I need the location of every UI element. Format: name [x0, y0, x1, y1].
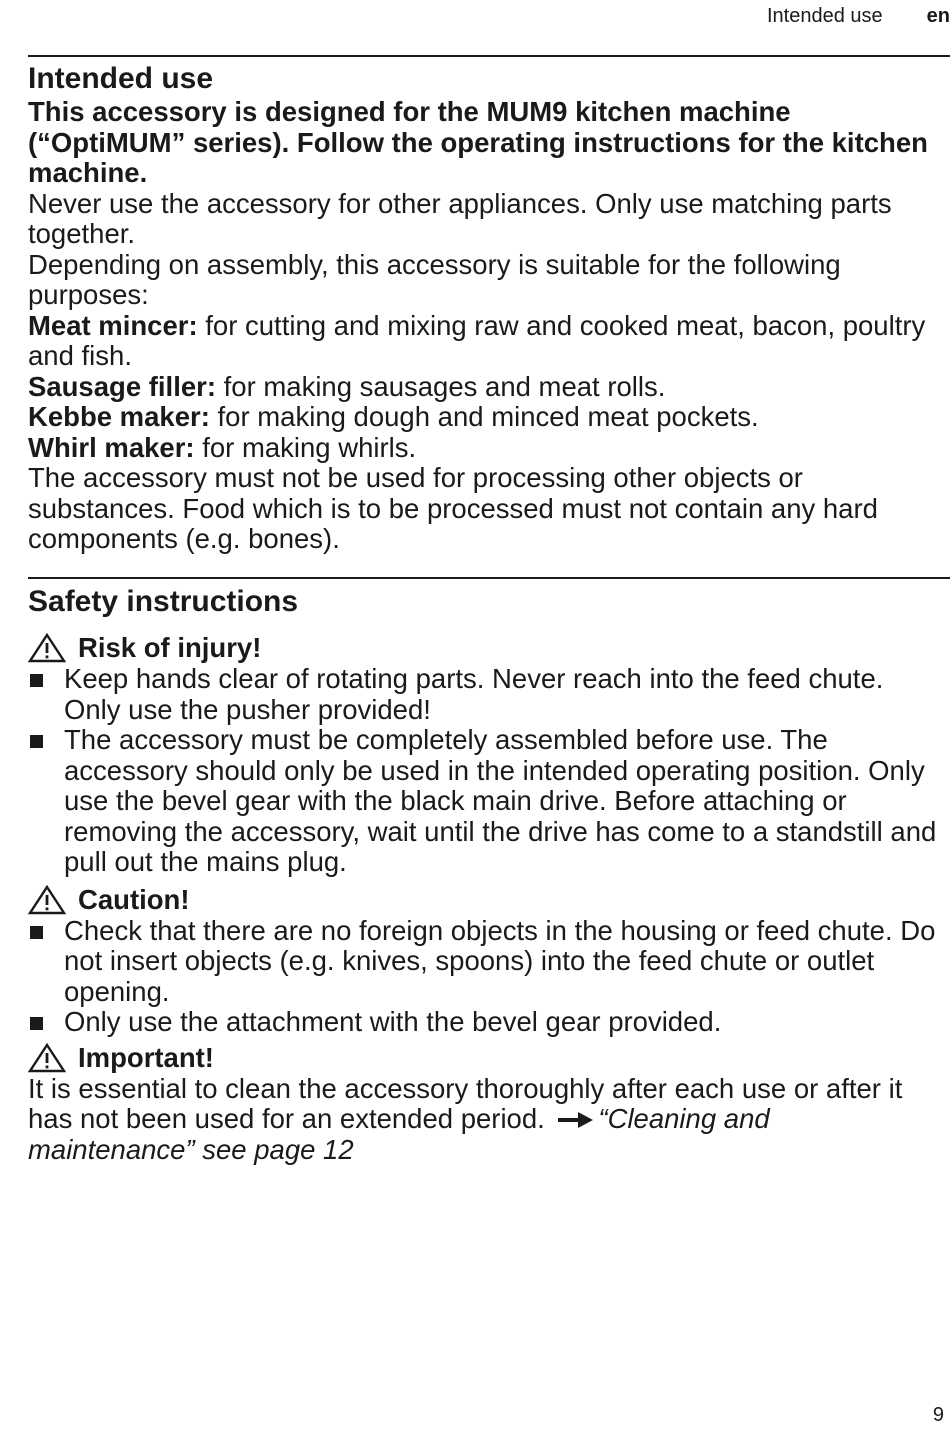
use-description: for making sausages and meat rolls.: [216, 370, 666, 402]
header-language: en: [926, 5, 950, 27]
safety-section: [28, 584, 943, 1165]
use-term: Sausage filler:: [28, 370, 216, 402]
list-item: [28, 664, 943, 725]
list-item-text: The accessory must be completely assembled before use. The accessory should only be used in the intended operating position. Only use the bevel gear with the black main drive. Before attaching or removing the accessory, wait until the drive has come to a standstill and pull out the mains plug.: [64, 724, 937, 877]
use-meat-mincer: [28, 311, 943, 372]
use-term: Whirl maker:: [28, 431, 195, 463]
header-divider: [28, 55, 950, 57]
list-item: [28, 1007, 943, 1038]
use-kebbe-maker: [28, 402, 943, 433]
use-description: for making whirls.: [194, 431, 417, 463]
list-item-text: Keep hands clear of rotating parts. Never reach into the feed chute. Only use the pusher provided!: [64, 663, 884, 725]
important-heading: [28, 1042, 943, 1074]
list-item: [28, 725, 943, 878]
running-header: [767, 4, 950, 28]
section-divider: [28, 577, 950, 579]
cross-reference-link[interactable]: “Cleaning and maintenance” see page 12: [28, 1103, 770, 1165]
important-text: It is essential to clean the accessory thoroughly after each use or after it has not been used for an extended period.: [28, 1072, 903, 1134]
intended-use-section: [28, 61, 943, 555]
intended-use-paragraph-2: Depending on assembly, this accessory is suitable for the following purposes:: [28, 248, 841, 310]
intended-use-title: Intended use: [28, 62, 214, 95]
risk-list: [28, 664, 943, 878]
caution-heading: [28, 884, 943, 916]
safety-title: Safety instructions: [28, 585, 299, 618]
warning-triangle-icon: [28, 885, 66, 915]
use-whirl-maker: [28, 433, 943, 464]
list-item-text: Check that there are no foreign objects in the housing or feed chute. Do not insert objects (e.g. knives, spoons) into the feed chute or outlet opening.: [64, 914, 936, 1007]
use-term: Kebbe maker:: [28, 401, 210, 432]
intended-use-intro: This accessory is designed for the MUM9 kitchen machine (“OptiMUM” series). Follow the operating instructions for the kitchen machine.: [28, 96, 928, 188]
list-item: [28, 916, 943, 1008]
square-bullet-icon: [30, 735, 43, 748]
header-section-name: Intended use: [767, 5, 883, 27]
square-bullet-icon: [30, 674, 43, 687]
arrow-right-icon: [558, 1111, 594, 1129]
square-bullet-icon: [30, 926, 43, 939]
warning-triangle-icon: [28, 633, 66, 663]
intended-use-paragraph-1: Never use the accessory for other appliances. Only use matching parts together.: [28, 187, 892, 249]
important-heading-text: Important!: [78, 1041, 214, 1073]
use-description: for cutting and mixing raw and cooked meat, bacon, poultry and fish.: [28, 309, 926, 371]
caution-list: [28, 916, 943, 1038]
risk-heading: [28, 632, 943, 664]
use-description: for making dough and minced meat pockets.: [209, 401, 759, 432]
list-item-text: Only use the attachment with the bevel gear provided.: [64, 1006, 722, 1037]
risk-heading-text: Risk of injury!: [78, 632, 262, 663]
caution-heading-text: Caution!: [78, 883, 190, 915]
intended-use-paragraph-3: The accessory must not be used for processing other objects or substances. Food which is to be processed must not contain any hard components (e.g. bones).: [28, 462, 878, 554]
important-paragraph: [28, 1074, 943, 1166]
use-sausage-filler: [28, 372, 943, 403]
warning-triangle-icon: [28, 1043, 66, 1073]
page-number: 9: [932, 1404, 944, 1426]
use-term: Meat mincer:: [28, 309, 198, 341]
square-bullet-icon: [30, 1017, 43, 1030]
